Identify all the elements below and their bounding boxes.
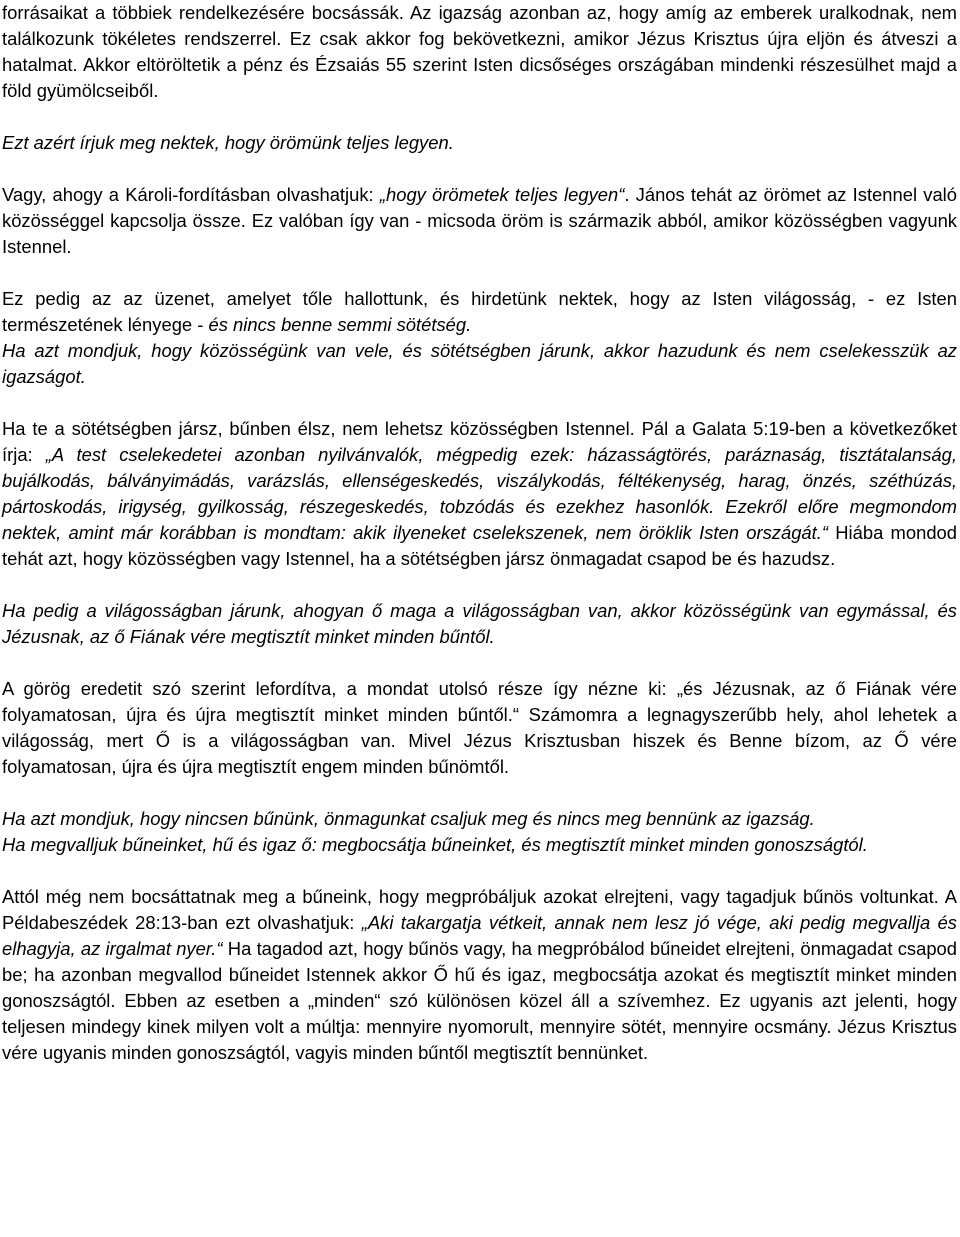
- quotation: „és Jézusnak, az ő Fiának vére folyamatosan, újra és újra megtisztít minket minden bűntől.“: [2, 678, 957, 725]
- paragraph-text: forrásaikat a többiek rendelkezésére bocsássák. Az igazság azonban az, hogy amíg az emberek uralkodnak, nem találkozunk tökéletes rendszerrel. Ez csak akkor fog bekövetkezni, amikor Jézus Krisztus újra eljön és átveszi a hatalmat. Akkor eltöröltetik a pénz és Ézsaiás 55 szerint Isten dicsőséges országában mindenki részesülhet majd a föld gyümölcseiből.: [2, 2, 957, 101]
- scripture-verse: [2, 806, 957, 832]
- paragraph-commentary: [2, 676, 957, 780]
- scripture-verse: [2, 832, 957, 858]
- scripture-verse: [2, 286, 957, 338]
- paragraph-text: Ha te a sötétségben jársz, bűnben élsz, nem lehetsz közösségben Istennel. Pál a Galata 5:19-ben a következőket írja:: [2, 418, 957, 465]
- verse-text: Ezt azért írjuk meg nektek, hogy örömünk teljes legyen.: [2, 132, 454, 153]
- scripture-verse: [2, 338, 957, 390]
- paragraph-commentary: [2, 182, 957, 260]
- paragraph-commentary: [2, 416, 957, 572]
- paragraph-intro: [2, 0, 957, 104]
- paragraph-text: Hiába mondod tehát azt, hogy közösségben vagy Istennel, ha a sötétségben jársz önmagadat csapod be és hazudsz.: [2, 522, 958, 569]
- paragraph-commentary: [2, 884, 957, 1066]
- quotation: „A test cselekedetei azonban nyilvánvalók, mégpedig ezek: házasságtörés, paráznaság, tisztátalanság, bujálkodás, bálványimádás, varázslás, ellenségeskedés, viszálykodás, féltékenység, harag, önzés, széthúzás, pártoskodás, irigység, gyilkosság, részegeskedés, tobzódás és ezekhez hasonlók. Ezekről előre megmondom nektek, amint már korábban is mondtam: akik ilyeneket cselekszenek, nem öröklik Isten országát.“: [2, 444, 957, 543]
- paragraph-text: Vagy, ahogy a Károli-fordításban olvashatjuk:: [2, 184, 380, 205]
- verse-text-italic: és nincs benne semmi sötétség.: [208, 314, 472, 335]
- paragraph-text: A görög eredetit szó szerint lefordítva, a mondat utolsó része így nézne ki:: [2, 678, 677, 699]
- verse-text: Ez pedig az az üzenet, amelyet tőle hallottunk, és hirdetünk nektek, hogy az Isten világosság, - ez Isten természetének lényege -: [2, 288, 957, 335]
- paragraph-text: Számomra a legnagyszerűbb hely, ahol lehetek a világosság, mert Ő is a világosságban van. Mivel Jézus Krisztusban hiszek és Benne bízom, az Ő vére folyamatosan, újra és újra megtisztít engem minden bűnömtől.: [2, 704, 957, 777]
- quotation: „Aki takargatja vétkeit, annak nem lesz jó vége, aki pedig megvallja és elhagyja, az irgalmat nyer.“: [2, 912, 958, 959]
- paragraph-text: Ha tagadod azt, hogy bűnös vagy, ha megpróbálod bűneidet elrejteni, önmagadat csapod be; ha azonban megvallod bűneidet Istennek akkor Ő hű és igaz, megbocsátja azokat és megtisztít minket minden gonoszságtól. Ebben az esetben a „minden“ szó különösen közel áll a szívemhez. Ez ugyanis azt jelenti, hogy teljesen mindegy kinek milyen volt a múltja: mennyire nyomorult, mennyire sötét, mennyire ocsmány. Jézus Krisztus vére ugyanis minden gonoszságtól, vagyis minden bűntől megtisztít bennünket.: [2, 938, 958, 1063]
- verse-text: Ha pedig a világosságban járunk, ahogyan ő maga a világosságban van, akkor közösségünk van egymással, és Jézusnak, az ő Fiának vére megtisztít minket minden bűntől.: [2, 600, 957, 647]
- paragraph-text: . János tehát az örömet az Istennel való közösséggel kapcsolja össze. Ez valóban így van - micsoda öröm is származik abból, amikor közösségben vagyunk Istennel.: [2, 184, 957, 257]
- verse-text: Ha azt mondjuk, hogy közösségünk van vele, és sötétségben járunk, akkor hazudunk és nem cselekesszük az igazságot.: [2, 340, 957, 387]
- quotation: „hogy örömetek teljes legyen“: [379, 184, 625, 205]
- verse-text: Ha megvalljuk bűneinket, hű és igaz ő: megbocsátja bűneinket, és megtisztít minket minden gonoszságtól.: [2, 834, 868, 855]
- paragraph-text: Attól még nem bocsáttatnak meg a bűneink, hogy megpróbáljuk azokat elrejteni, vagy tagadjuk bűnös voltunkat. A Példabeszédek 28:13-ban ezt olvashatjuk:: [2, 886, 957, 933]
- scripture-verse: [2, 598, 957, 650]
- scripture-verse: [2, 130, 957, 156]
- verse-text: Ha azt mondjuk, hogy nincsen bűnünk, önmagunkat csaljuk meg és nincs meg bennünk az igazság.: [2, 808, 815, 829]
